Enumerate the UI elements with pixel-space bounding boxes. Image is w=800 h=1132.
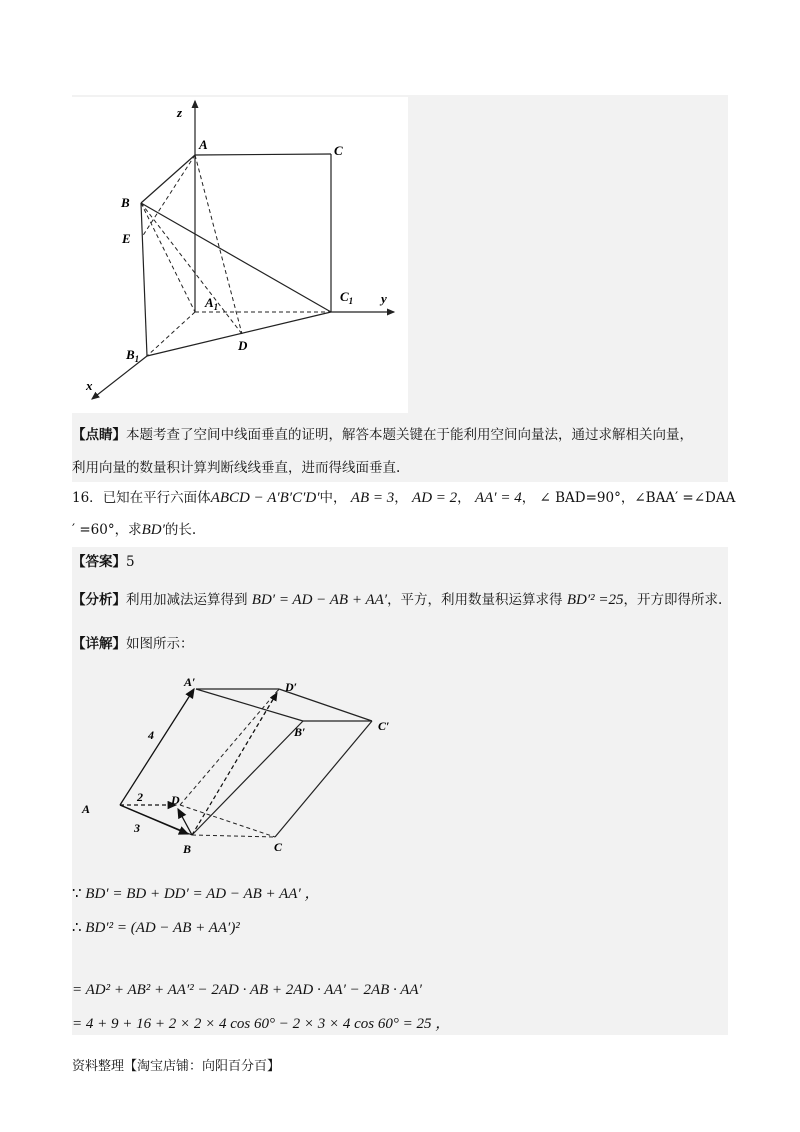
analysis-text-2: ，平方，利用数量积运算求得 <box>387 592 563 608</box>
label-B: B <box>121 195 130 210</box>
derivation-line-2 <box>72 918 240 938</box>
answer-bracket: 【答案】 <box>72 554 126 570</box>
analysis-bracket: 【分析】 <box>72 592 126 608</box>
label-y: y <box>381 291 387 306</box>
problem-line2-end: 的长. <box>164 522 197 538</box>
parallelepiped-diagram <box>72 670 412 860</box>
label-D: D <box>238 338 248 353</box>
derivation-expr-4: = 4 + 9 + 16 + 2 × 2 × 4 cos 60° − 2 × 3 × 4 cos 60° = 25 ， <box>72 1016 451 1032</box>
because-symbol: ∵ <box>72 886 82 902</box>
edge-length-3: 3 <box>134 821 140 835</box>
problem-line2-text: ′ =60°，求 <box>72 522 142 538</box>
derivation-line-4 <box>72 1014 450 1034</box>
condition-ad: AD = 2 <box>412 490 458 506</box>
answer-line <box>72 552 135 572</box>
label-C1: $C_1$ <box>340 289 354 306</box>
dianjing-bracket: 【点睛】 <box>72 427 126 443</box>
label-A: A <box>199 137 208 152</box>
derivation-expr-1: BD′ = BD + DD′ = AD − AB + AA′ ， <box>85 886 320 902</box>
condition-ab: AB = 3 <box>350 490 395 506</box>
detail-text: 如图所示： <box>126 636 194 652</box>
analysis-expr-2: BD′² =25 <box>566 592 624 608</box>
label-A1: $A_1$ <box>205 295 219 312</box>
label-C-prime: C′ <box>378 719 390 733</box>
problem-text-2: 中， <box>319 490 347 506</box>
derivation-line-3 <box>72 980 422 1000</box>
analysis-expr-1: BD′ = AD − AB + AA′ <box>251 592 388 608</box>
derivation-line-1 <box>72 884 320 904</box>
label-D-prime: D′ <box>285 680 298 694</box>
analysis-line <box>72 590 722 610</box>
label-A: A <box>82 802 91 816</box>
dianjing-line-2 <box>72 458 400 478</box>
solid-name: ABCD − A′B′C′D′ <box>210 490 320 506</box>
dianjing-text-2: 利用向量的数量积计算判断线线垂直，进而得线面垂直. <box>72 460 401 476</box>
label-B-prime: B′ <box>294 725 306 739</box>
edge-length-2: 2 <box>137 790 143 804</box>
label-A-prime: A′ <box>184 675 196 689</box>
figure-1 <box>72 97 408 413</box>
condition-aa: AA′ = 4 <box>474 490 522 506</box>
label-z: z <box>177 105 183 120</box>
label-E: E <box>122 231 131 246</box>
problem-16-line-1: 16．已知在平行六面体ABCD − A′B′C′D′中， AB = 3， AD = 2， AA′ = 4， ∠ BAD=90°，∠BAA′ =∠DAA <box>72 490 736 506</box>
therefore-symbol: ∴ <box>72 920 82 936</box>
coordinate-prism-diagram <box>72 97 408 413</box>
label-B: B <box>183 842 192 856</box>
dianjing-text-1: 本题考查了空间中线面垂直的证明，解答本题关键在于能利用空间向量法，通过求解相关向量， <box>126 427 693 443</box>
condition-angle-baa: ∠BAA′ =∠DAA <box>634 490 736 506</box>
detail-bracket: 【详解】 <box>72 636 126 652</box>
target-bd: BD′ <box>141 522 165 538</box>
problem-number: 16． <box>72 490 103 506</box>
derivation-expr-3: = AD² + AB² + AA′² − 2AD · AB + 2AD · AA′ − 2AB · AA′ <box>72 982 422 998</box>
label-C: C <box>334 143 343 158</box>
dianjing-line-1 <box>72 425 693 445</box>
edge-length-4: 4 <box>148 728 154 742</box>
answer-value: 5 <box>126 554 135 570</box>
problem-text: 已知在平行六面体 <box>102 490 211 506</box>
problem-16-line-2 <box>72 520 196 540</box>
derivation-expr-2: BD′² = (AD − AB + AA′)² <box>85 920 240 936</box>
label-D: D <box>171 793 180 807</box>
detail-line <box>72 634 194 654</box>
label-B1: $B_1$ <box>126 347 140 364</box>
footer-source: 资料整理【淘宝店铺：向阳百分百】 <box>72 1059 281 1074</box>
label-x: x <box>86 378 93 393</box>
analysis-text-1: 利用加减法运算得到 <box>126 592 248 608</box>
analysis-text-3: ，开方即得所求. <box>623 592 723 608</box>
label-C: C <box>274 840 283 854</box>
condition-angle-bad: ∠ BAD=90°， <box>539 490 635 506</box>
